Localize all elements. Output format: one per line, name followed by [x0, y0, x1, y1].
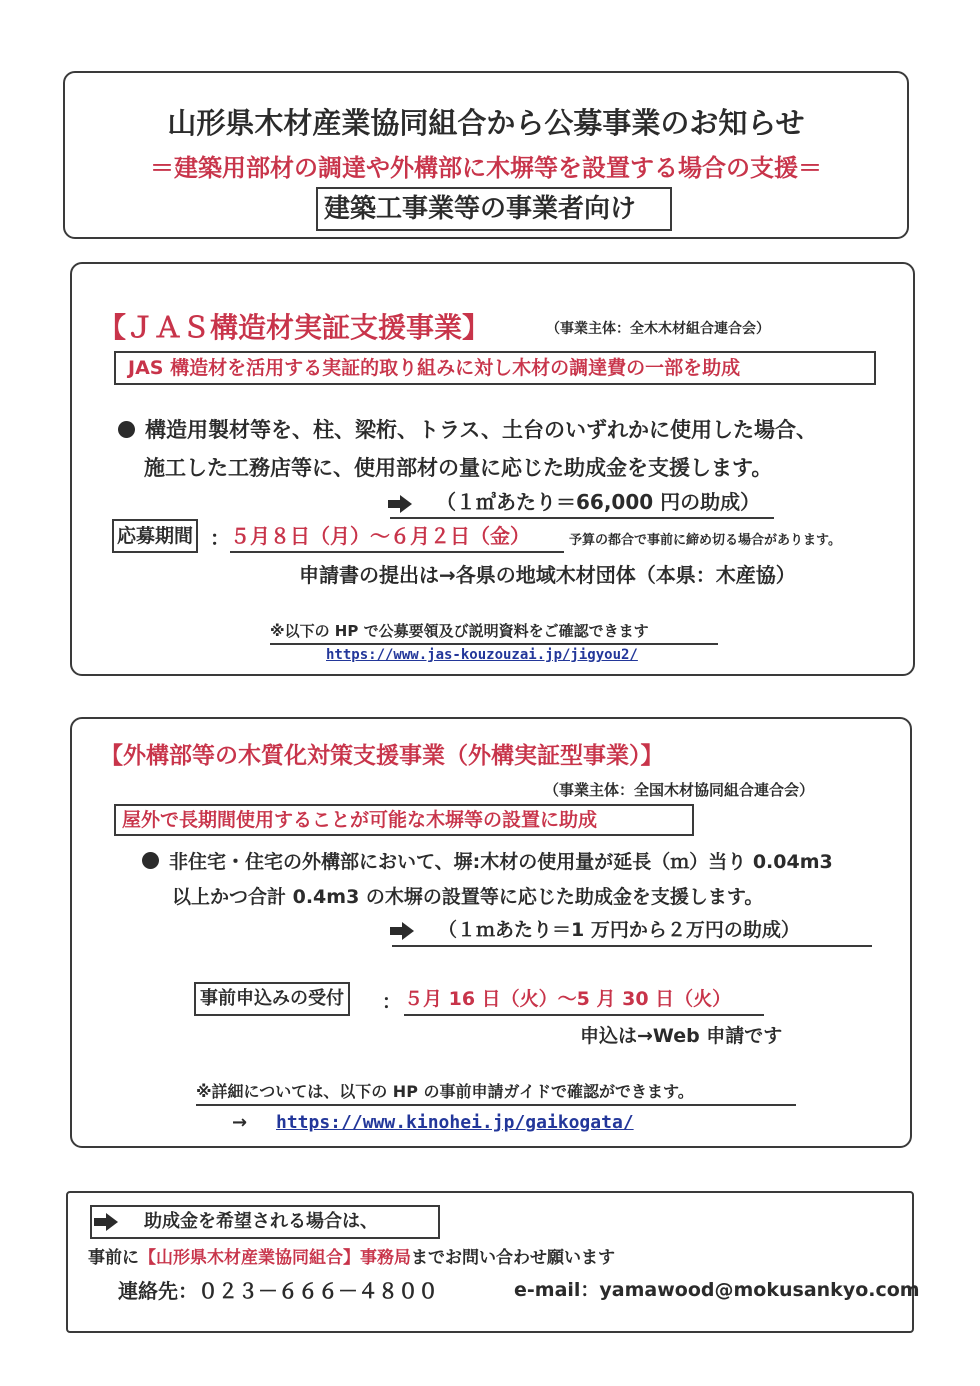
jas-body-line1-text: 構造用製材等を、柱、梁桁、トラス、土台のいずれかに使用した場合、 [145, 418, 817, 442]
header-target: 建築工事業等の事業者向け [316, 187, 672, 231]
exterior-operator: （事業主体：全国木材協同組合連合会） [544, 781, 815, 799]
contact-line [88, 1243, 615, 1268]
header-title: 山形県木材産業協同組合から公募事業のお知らせ [167, 106, 805, 140]
contact-lead: 助成金を希望される場合は、 [144, 1211, 378, 1232]
exterior-hp-note: ※詳細については、以下の HP の事前申請ガイドで確認ができます。 [196, 1079, 796, 1106]
jas-operator: （事業主体：全木木材組合連合会） [546, 321, 770, 337]
jas-hp-note: ※以下の HP で公募要領及び説明資料をご確認できます [270, 620, 718, 645]
jas-period-colon: ： [210, 526, 230, 550]
exterior-body-line1-text: 非住宅・住宅の外構部において、塀:木材の使用量が延長（ｍ）当り 0.04m3 [169, 851, 833, 873]
exterior-apply-method: 申込は→Web 申請です [580, 1025, 783, 1047]
contact-email-row [514, 1275, 920, 1302]
contact-org: 【山形県木材産業協同組合】事務局 [139, 1248, 411, 1268]
jas-box [70, 262, 915, 676]
jas-period-note: 予算の都合で事前に締め切る場合があります。 [569, 533, 841, 548]
bullet-circle-icon [118, 421, 135, 438]
jas-submission: 申請書の提出は→各県の地域木材団体（本県：木産協） [299, 563, 796, 587]
exterior-url-link[interactable]: https://www.kinohei.jp/gaikogata/ [276, 1112, 634, 1133]
exterior-body-line1 [142, 847, 833, 874]
exterior-summary: 屋外で長期間使用することが可能な木塀等の設置に助成 [114, 804, 694, 836]
right-arrow-icon [106, 1213, 118, 1231]
jas-amount: （１㎥あたり＝66,000 円の助成） [436, 490, 761, 514]
exterior-title: 【外構部等の木質化対策支援事業（外構実証型事業）】 [100, 743, 664, 769]
contact-email-label: e-mail： [514, 1279, 600, 1301]
exterior-period-value: ５月 16 日（火）～5 月 30 日（火） [404, 984, 764, 1016]
jas-period-value: ５月８日（月）～６月２日（金） [230, 520, 564, 553]
jas-period-label: 応募期間 [112, 519, 198, 553]
contact-phone-row [118, 1275, 438, 1304]
jas-body-line1 [118, 414, 817, 444]
contact-line-suffix: までお問い合わせ願います [411, 1248, 615, 1268]
header-subtitle: ＝建築用部材の調達や外構部に木塀等を設置する場合の支援＝ [150, 154, 822, 182]
jas-title: 【ＪＡＳ構造材実証支援事業】 [98, 311, 491, 344]
contact-line-prefix: 事前に [88, 1248, 139, 1268]
header-box [63, 71, 909, 239]
contact-phone: ０２３－６６６－４８００ [198, 1279, 438, 1303]
jas-amount-row [390, 486, 774, 519]
exterior-period-label: 事前申込みの受付 [194, 982, 350, 1016]
jas-summary: JAS 構造材を活用する実証的取り組みに対し木材の調達費の一部を助成 [114, 351, 876, 385]
exterior-box [70, 717, 912, 1148]
jas-body-line2: 施工した工務店等に、使用部材の量に応じた助成金を支援します。 [144, 456, 773, 480]
exterior-url-arrow: → [232, 1112, 248, 1133]
bullet-circle-icon [142, 852, 159, 869]
exterior-body-line2: 以上かつ合計 0.4m3 の木塀の設置等に応じた助成金を支援します。 [172, 886, 764, 908]
jas-url-link[interactable]: https://www.jas-kouzouzai.jp/jigyou2/ [326, 647, 638, 663]
contact-lead-box [90, 1205, 440, 1239]
contact-email[interactable]: yamawood@mokusankyo.com [599, 1279, 920, 1301]
contact-box [66, 1191, 920, 1333]
contact-phone-label: 連絡先： [118, 1279, 198, 1303]
exterior-amount-row [392, 915, 872, 947]
exterior-amount: （１ｍあたり＝1 万円から２万円の助成） [438, 919, 800, 941]
exterior-period-colon: ： [382, 991, 402, 1013]
right-arrow-icon [400, 495, 412, 513]
right-arrow-icon [402, 922, 414, 940]
